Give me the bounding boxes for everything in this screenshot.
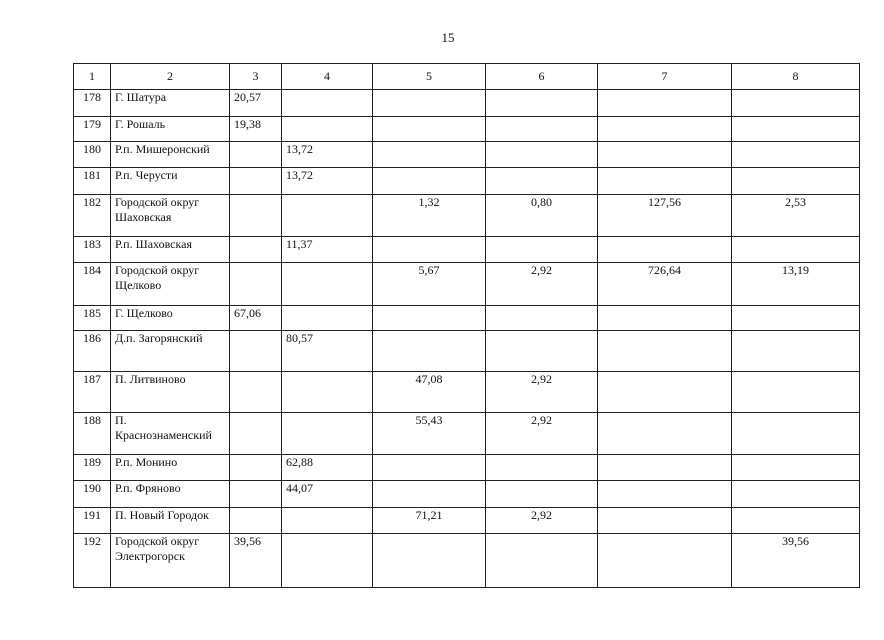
table-cell-c3: 67,06 xyxy=(230,306,282,331)
table-cell-num: 184 xyxy=(74,263,111,306)
table-cell-c7 xyxy=(598,508,732,534)
table-cell-c6: 2,92 xyxy=(486,372,598,413)
table-cell-c4: 11,37 xyxy=(282,237,373,263)
table-row xyxy=(74,195,860,237)
table-cell-c4 xyxy=(282,508,373,534)
table-cell-c6 xyxy=(486,168,598,195)
page-number: 15 xyxy=(441,30,455,45)
table-cell-c8 xyxy=(732,168,860,195)
table-cell-c8 xyxy=(732,117,860,142)
table-cell-c4 xyxy=(282,413,373,455)
table-cell-c7 xyxy=(598,306,732,331)
table-row xyxy=(74,534,860,588)
table-cell-num: 186 xyxy=(74,331,111,372)
table-cell-num: 180 xyxy=(74,142,111,168)
table-cell-c4: 44,07 xyxy=(282,481,373,508)
table-cell-c7 xyxy=(598,413,732,455)
table-cell-c7: 127,56 xyxy=(598,195,732,237)
table-cell-c4 xyxy=(282,534,373,588)
table-cell-c7 xyxy=(598,117,732,142)
table-cell-num: 188 xyxy=(74,413,111,455)
table-cell-c8: 39,56 xyxy=(732,534,860,588)
table-cell-c8 xyxy=(732,306,860,331)
table-cell-c4 xyxy=(282,195,373,237)
table-cell-name: Р.п. Черусти xyxy=(111,168,230,195)
table-cell-num: 183 xyxy=(74,237,111,263)
table-cell-c8 xyxy=(732,142,860,168)
table-cell-c3 xyxy=(230,481,282,508)
table-cell-c4: 62,88 xyxy=(282,455,373,481)
table-cell-c4 xyxy=(282,90,373,117)
table-cell-c6: 2,92 xyxy=(486,413,598,455)
table-cell-c6 xyxy=(486,331,598,372)
table-cell-c5 xyxy=(373,534,486,588)
table-cell-c4 xyxy=(282,372,373,413)
table-cell-num: 181 xyxy=(74,168,111,195)
table-cell-c7: 726,64 xyxy=(598,263,732,306)
table-row xyxy=(74,142,860,168)
table-cell-c5 xyxy=(373,455,486,481)
table-cell-c4: 13,72 xyxy=(282,168,373,195)
table-cell-c8 xyxy=(732,481,860,508)
table-cell-c3 xyxy=(230,455,282,481)
table-cell-c7 xyxy=(598,237,732,263)
table-cell-c7 xyxy=(598,481,732,508)
table-cell-name: Городской округ Электрогорск xyxy=(111,534,230,588)
table-cell-c3 xyxy=(230,168,282,195)
table-cell-c4 xyxy=(282,263,373,306)
table-cell-c7 xyxy=(598,142,732,168)
table-cell-c3 xyxy=(230,263,282,306)
table-cell-c5 xyxy=(373,331,486,372)
table-cell-name: Р.п. Монино xyxy=(111,455,230,481)
table-row xyxy=(74,263,860,306)
table-cell-c5 xyxy=(373,142,486,168)
table-cell-c6: 2,92 xyxy=(486,263,598,306)
table-cell-c6 xyxy=(486,90,598,117)
table-cell-c5 xyxy=(373,90,486,117)
table-cell-c5 xyxy=(373,481,486,508)
table-cell-c8: 13,19 xyxy=(732,263,860,306)
table-cell-c3 xyxy=(230,237,282,263)
table-cell-num: 190 xyxy=(74,481,111,508)
table-cell-c5 xyxy=(373,117,486,142)
table-cell-c3 xyxy=(230,331,282,372)
table-cell-name: Р.п. Шаховская xyxy=(111,237,230,263)
table-cell-c4 xyxy=(282,306,373,331)
table-cell-c6 xyxy=(486,481,598,508)
table-cell-name: Городской округ Шаховская xyxy=(111,195,230,237)
table-cell-num: 178 xyxy=(74,90,111,117)
table-cell-c4: 13,72 xyxy=(282,142,373,168)
table-row xyxy=(74,455,860,481)
table-cell-name: Городской округ Щелково xyxy=(111,263,230,306)
table-cell-c7 xyxy=(598,534,732,588)
table-cell-c5 xyxy=(373,237,486,263)
table-cell-num: 189 xyxy=(74,455,111,481)
table-cell-c5 xyxy=(373,168,486,195)
table-cell-c7 xyxy=(598,331,732,372)
table-cell-c6 xyxy=(486,455,598,481)
column-header: 3 xyxy=(230,64,282,90)
table-cell-c5 xyxy=(373,306,486,331)
column-header: 7 xyxy=(598,64,732,90)
table-cell-c3 xyxy=(230,413,282,455)
table-cell-c7 xyxy=(598,455,732,481)
table-cell-c7 xyxy=(598,168,732,195)
table-cell-c5: 1,32 xyxy=(373,195,486,237)
table-cell-name: П. Краснознаменский xyxy=(111,413,230,455)
table-row xyxy=(74,481,860,508)
column-header: 4 xyxy=(282,64,373,90)
table-header-row xyxy=(74,64,860,90)
table-cell-name: П. Литвиново xyxy=(111,372,230,413)
table-cell-c6 xyxy=(486,237,598,263)
table-cell-num: 191 xyxy=(74,508,111,534)
table-cell-c8 xyxy=(732,413,860,455)
table-cell-c5: 71,21 xyxy=(373,508,486,534)
table-cell-c6: 2,92 xyxy=(486,508,598,534)
table-cell-num: 179 xyxy=(74,117,111,142)
table-cell-name: Г. Шатура xyxy=(111,90,230,117)
table-cell-c6 xyxy=(486,117,598,142)
table-row xyxy=(74,237,860,263)
table-cell-c8 xyxy=(732,331,860,372)
table-cell-name: Р.п. Фряново xyxy=(111,481,230,508)
table-cell-num: 192 xyxy=(74,534,111,588)
table-cell-name: П. Новый Городок xyxy=(111,508,230,534)
table-cell-name: Р.п. Мишеронский xyxy=(111,142,230,168)
table-cell-num: 187 xyxy=(74,372,111,413)
table-row xyxy=(74,117,860,142)
table-cell-c3 xyxy=(230,142,282,168)
column-header: 1 xyxy=(74,64,111,90)
table-cell-c8 xyxy=(732,508,860,534)
table-cell-name: Г. Рошаль xyxy=(111,117,230,142)
table-cell-c6 xyxy=(486,142,598,168)
column-header: 5 xyxy=(373,64,486,90)
table-cell-c7 xyxy=(598,372,732,413)
table-cell-name: Г. Щелково xyxy=(111,306,230,331)
table-cell-c3 xyxy=(230,195,282,237)
table-cell-c5: 5,67 xyxy=(373,263,486,306)
column-header: 6 xyxy=(486,64,598,90)
table-cell-c8: 2,53 xyxy=(732,195,860,237)
table-row xyxy=(74,331,860,372)
table-cell-c4 xyxy=(282,117,373,142)
table-cell-c3 xyxy=(230,508,282,534)
table-row xyxy=(74,372,860,413)
table-cell-c7 xyxy=(598,90,732,117)
table-cell-num: 182 xyxy=(74,195,111,237)
table-cell-c3: 39,56 xyxy=(230,534,282,588)
table-cell-c5: 55,43 xyxy=(373,413,486,455)
table-row xyxy=(74,168,860,195)
table-cell-c8 xyxy=(732,237,860,263)
table-cell-num: 185 xyxy=(74,306,111,331)
table-cell-c3: 19,38 xyxy=(230,117,282,142)
table-cell-c5: 47,08 xyxy=(373,372,486,413)
table-cell-c6 xyxy=(486,306,598,331)
table-row xyxy=(74,306,860,331)
table-row xyxy=(74,413,860,455)
table-cell-c8 xyxy=(732,455,860,481)
table-cell-c4: 80,57 xyxy=(282,331,373,372)
table-cell-c6: 0,80 xyxy=(486,195,598,237)
column-header: 8 xyxy=(732,64,860,90)
table-cell-name: Д.п. Загорянский xyxy=(111,331,230,372)
table-cell-c8 xyxy=(732,90,860,117)
data-table xyxy=(73,63,860,588)
table-cell-c3: 20,57 xyxy=(230,90,282,117)
table-cell-c8 xyxy=(732,372,860,413)
table-cell-c6 xyxy=(486,534,598,588)
table-cell-c3 xyxy=(230,372,282,413)
table-row xyxy=(74,508,860,534)
column-header: 2 xyxy=(111,64,230,90)
table-row xyxy=(74,90,860,117)
